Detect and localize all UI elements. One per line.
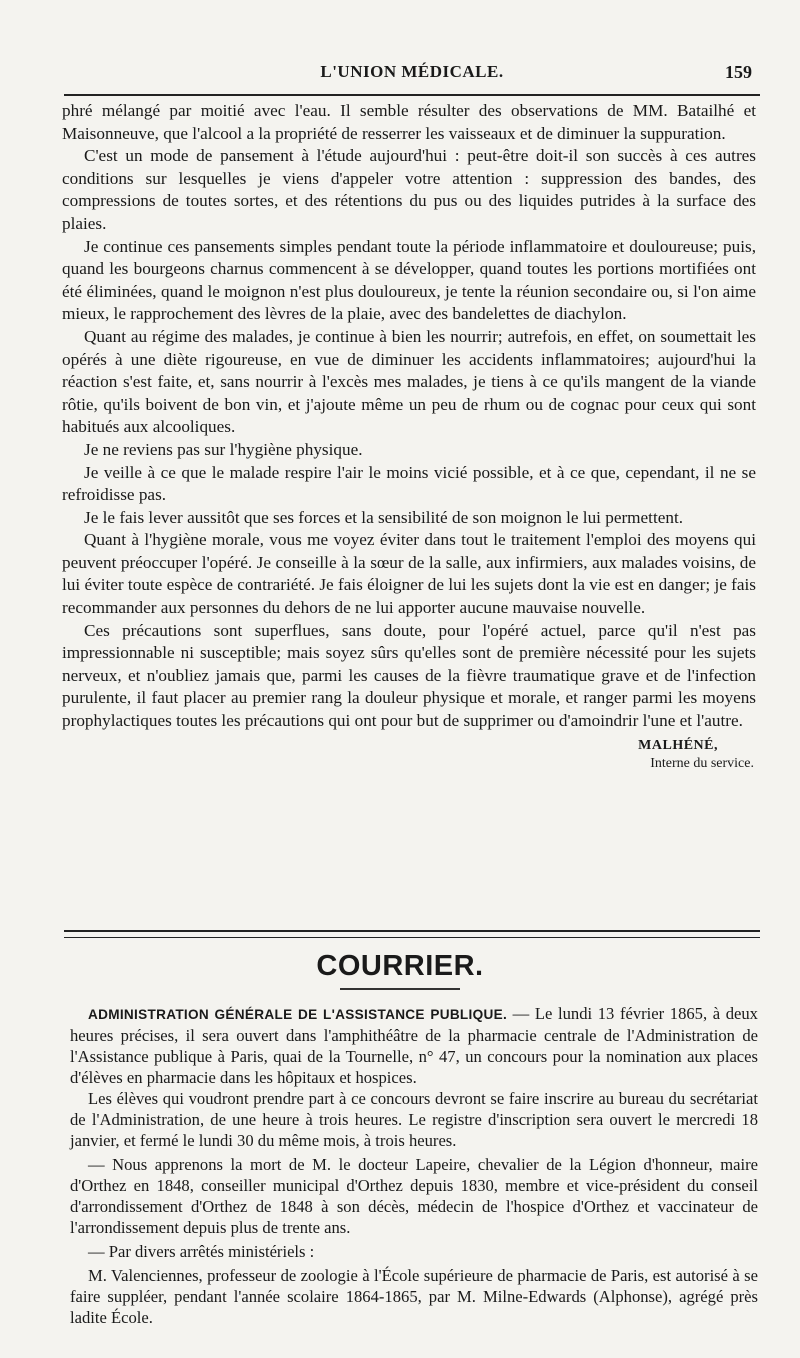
- title-ornament: [340, 988, 460, 990]
- item-heading: ADMINISTRATION GÉNÉRALE DE L'ASSISTANCE PUBLIQUE.: [88, 1007, 508, 1022]
- journal-title: L'UNION MÉDICALE.: [320, 62, 504, 81]
- author-name: MALHÉNÉ,: [638, 737, 718, 753]
- courrier-item: Les élèves qui voudront prendre part à ce concours devront se faire inscrire au bureau du secrétariat de l'Administration, de une heure à trois heures. Le registre d'inscription sera ouvert le mercredi 18 janvier, et fermé le lundi 30 du même mois, à trois heures.: [70, 1089, 758, 1150]
- courrier-item: — Nous apprenons la mort de M. le docteur Lapeire, chevalier de la Légion d'honneur, maire d'Orthez en 1848, conseiller municipal d'Orthez depuis 1830, membre et vice-président du conseil d'arrondissement d'Orthez de 1848 à son décès, médecin de l'hospice d'Orthez et vaccinateur de l'arrondissement depuis plus de trente ans.: [70, 1155, 758, 1237]
- running-header: [64, 62, 760, 90]
- section-divider: [64, 930, 760, 938]
- courrier-item: — Par divers arrêtés ministériels :: [88, 1242, 315, 1261]
- article-paragraph: Quant à l'hygiène morale, vous me voyez éviter dans tout le traitement l'emploi des moyens qui peuvent préoccuper l'opéré. Je conseille à la sœur de la salle, aux infirmiers, aux malades voisins, de lui éviter toute espèce de contrariété. Je fais éloigner de lui les sujets dont la vie est en danger; je fais recommander aux personnes du dehors de ne lui apporter aucune mauvaise nouvelle.: [62, 530, 756, 618]
- article-paragraph: Je veille à ce que le malade respire l'air le moins vicié possible, et à ce que, cependant, il ne se refroidisse pas.: [62, 462, 756, 505]
- courrier-section: [70, 1003, 758, 1328]
- article-paragraph: Quant au régime des malades, je continue à bien les nourrir; autrefois, en effet, on soumettait les opérés à une diète rigoureuse, en vue de diminuer les accidents inflammatoires; aujourd'hui la réaction s'est faite, et, sans nourrir à l'excès mes malades, je tiens à ce qu'ils mangent de la viande rôtie, qu'ils boivent de bon vin, et j'ajoute même un peu de rhum ou de cognac pour ceux qui sont habitués aux alcooliques.: [62, 326, 756, 437]
- author-signature: [62, 737, 756, 773]
- article-paragraph: C'est un mode de pansement à l'étude aujourd'hui : peut-être doit-il son succès à ces autres conditions sur lesquelles je viens d'appeler votre attention : suppression des bandes, des compressions de toutes sortes, et des rétentions du pus ou des liquides putrides à la surface des plaies.: [62, 146, 756, 233]
- item-text: — Le lundi 13 février 1865, à deux heures précises, il sera ouvert dans l'amphithéâtre de la pharmacie centrale de l'Administration de l'Assistance publique à Paris, quai de la Tournelle, n° 47, un concours pour la nomination aux places d'élèves en pharmacie dans les hôpitaux et hospices.: [70, 1004, 758, 1087]
- article-paragraph: Je ne reviens pas sur l'hygiène physique.: [84, 439, 363, 459]
- article-paragraph: Je continue ces pansements simples pendant toute la période inflammatoire et douloureuse; puis, quand les bourgeons charnus commencent à se développer, quand toutes les portions mortifiées ont été éliminées, quand le moignon n'est plus douloureux, je tente la réunion secondaire ou, si l'on aime mieux, le rapprochement des lèvres de la plaie, avec des bandelettes de diachylon.: [62, 236, 756, 324]
- header-rule: [64, 94, 760, 96]
- author-role: Interne du service.: [650, 755, 754, 771]
- page-number: 159: [725, 62, 752, 82]
- section-title: COURRIER.: [316, 950, 484, 982]
- article-body: [62, 100, 756, 773]
- article-paragraph: Je le fais lever aussitôt que ses forces et la sensibilité de son moignon le lui permettent.: [84, 507, 684, 527]
- article-paragraph: phré mélangé par moitié avec l'eau. Il semble résulter des observations de MM. Batailhé et Maisonneuve, que l'alcool a la propriété de resserrer les vaisseaux et de diminuer la suppuration.: [62, 101, 756, 143]
- courrier-item: M. Valenciennes, professeur de zoologie à l'École supérieure de pharmacie de Paris, est autorisé à se faire suppléer, pendant l'année scolaire 1864-1865, par M. Milne-Edwards (Alphonse), agrégé près ladite École.: [70, 1266, 758, 1327]
- courrier-item: [70, 1003, 758, 1088]
- article-paragraph: Ces précautions sont superflues, sans doute, pour l'opéré actuel, parce qu'il n'est pas impressionnable ni susceptible; mais soyez sûrs qu'elles sont de première nécessité pour les sujets nerveux, et n'oubliez jamais que, parmi les causes de la fièvre traumatique grave et de l'infection purulente, il faut placer au premier rang la douleur physique et morale, et ranger parmi les moyens prophylactiques toutes les précautions qui ont pour but de supprimer ou d'amoindrir l'une et l'autre.: [62, 620, 756, 731]
